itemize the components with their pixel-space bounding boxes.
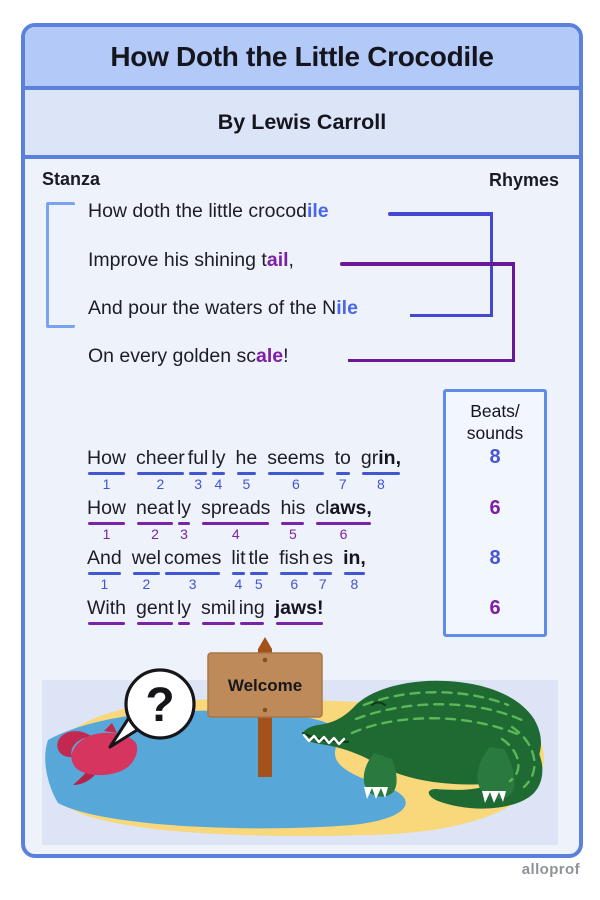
rhyme-highlight: ile [306, 200, 329, 222]
syllable: lit 4 [231, 547, 246, 592]
beat-number: 4 [234, 576, 243, 592]
stanza1-line: On every golden scale! [88, 345, 289, 367]
stanza2-line [87, 446, 404, 496]
syllable: jaws! [274, 597, 324, 619]
beat-number: 6 [290, 576, 299, 592]
beats-box-title: Beats/ [470, 401, 520, 421]
syllable: his 5 [280, 497, 306, 542]
beat-number: 7 [338, 476, 347, 492]
rhyme-highlight: ale [256, 345, 284, 367]
rhyme-highlight: ail [266, 249, 289, 271]
syllable: And 1 [87, 547, 122, 592]
syllable: in, 8 [343, 547, 366, 592]
illustration-canvas [42, 635, 558, 847]
syllable: he 5 [235, 447, 258, 492]
sign-label: Welcome [227, 676, 303, 695]
syllable: cheer 2 [136, 447, 185, 492]
watermark-logo: alloprof [521, 861, 580, 878]
syllable: ing [238, 597, 265, 619]
byline-band [25, 90, 579, 159]
syllable: ly 4 [211, 447, 226, 492]
page-title: How Doth the Little Crocodile [110, 40, 494, 72]
beat-number: 5 [254, 576, 263, 592]
beat-number: 3 [180, 526, 188, 542]
stanza2-line [87, 596, 327, 646]
rhyme-highlight: ile [336, 297, 358, 319]
beat-number: 4 [214, 476, 223, 492]
stanza-bracket [46, 202, 75, 328]
beats-box-title: sounds [466, 423, 524, 443]
beats-count: 8 [489, 547, 501, 569]
syllable: ly 3 [176, 497, 192, 542]
syllable: ly [176, 597, 192, 619]
syllable: to 7 [334, 447, 351, 492]
beat-number: 2 [151, 526, 159, 542]
title-band [25, 27, 579, 90]
beat-number: 6 [339, 526, 348, 542]
rhymes-label: Rhymes [489, 170, 560, 190]
syllable: How 1 [87, 497, 127, 542]
syllable: neat 2 [136, 497, 174, 542]
beat-number: 3 [194, 476, 202, 492]
syllable: es 7 [312, 547, 334, 592]
beat-number: 8 [377, 476, 385, 492]
beat-number: 8 [350, 576, 359, 592]
beats-count: 6 [489, 497, 501, 519]
beat-number: 3 [188, 576, 197, 592]
syllable: comes 3 [163, 547, 222, 592]
beat-number: 2 [142, 576, 151, 592]
syllable: tle 5 [248, 547, 270, 592]
beats-count: 8 [489, 446, 501, 468]
beat-number: 1 [102, 476, 111, 492]
beat-number: 5 [289, 526, 297, 542]
rhyme-connector-purple [348, 262, 515, 362]
stanza-label: Stanza [42, 169, 101, 189]
syllable: fish 6 [279, 547, 310, 592]
beat-number: 7 [318, 576, 327, 592]
syllable: With [87, 597, 126, 619]
stanza1-line: Improve his shining tail, [88, 249, 294, 271]
beat-number: 4 [231, 526, 240, 542]
beat-number: 5 [242, 476, 251, 492]
beat-number: 1 [102, 526, 111, 542]
stanza2-line [87, 496, 375, 546]
beat-number: 1 [100, 576, 109, 592]
syllable: ful 3 [187, 447, 209, 492]
stanza2-line [87, 546, 369, 596]
syllable: claws, 6 [315, 497, 372, 542]
question-mark: ? [145, 679, 175, 732]
byline: By Lewis Carroll [217, 110, 387, 134]
syllable: spreads 4 [201, 497, 271, 542]
syllable: seems 6 [267, 447, 325, 492]
syllable: gent [136, 597, 174, 619]
syllable: wel 2 [131, 547, 161, 592]
beat-number: 6 [292, 476, 300, 492]
beat-number: 2 [156, 476, 165, 492]
syllable: smil [201, 597, 236, 619]
syllable: grin, 8 [360, 447, 401, 492]
syllable: How 1 [87, 447, 127, 492]
stanza1-line: How doth the little crocodile [88, 200, 329, 222]
stanza1-line: And pour the waters of the Nile [88, 297, 358, 319]
beats-count: 6 [489, 597, 501, 619]
